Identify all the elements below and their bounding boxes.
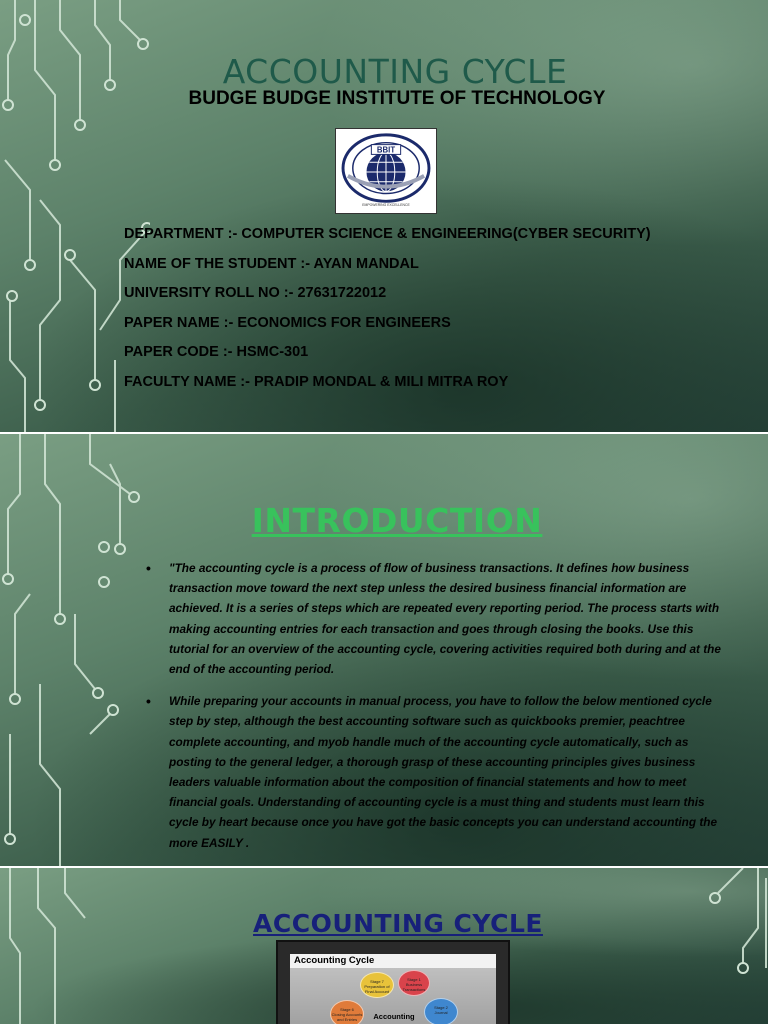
stage-6-circle: Stage 6 Closing Accounts and Entries xyxy=(330,1000,364,1024)
diagram-title: Accounting Cycle xyxy=(290,954,496,968)
logo-tagline: EMPOWERING EXCELLENCE xyxy=(362,203,410,208)
detail-faculty: FACULTY NAME :- PRADIP MONDAL & MILI MITRA ROY xyxy=(124,373,509,390)
accounting-cycle-heading: ACCOUNTING CYCLE xyxy=(253,908,543,938)
title-slide xyxy=(0,0,768,432)
diagram-canvas xyxy=(290,968,496,1024)
detail-paper-code: PAPER CODE :- HSMC-301 xyxy=(124,344,309,360)
list-item xyxy=(146,558,726,679)
detail-roll-no: UNIVERSITY ROLL NO :- 27631722012 xyxy=(124,285,387,301)
circuit-decoration-icon xyxy=(0,868,90,1024)
bullet-icon: • xyxy=(146,560,151,576)
institute-name: BUDGE BUDGE INSTITUTE OF TECHNOLOGY xyxy=(188,88,606,109)
stage-2-circle: Stage 2 Journal xyxy=(424,998,458,1024)
globe-logo-icon xyxy=(336,129,436,213)
detail-student-name: NAME OF THE STUDENT :- AYAN MANDAL xyxy=(124,255,419,272)
circuit-decoration-icon xyxy=(688,868,768,1024)
accounting-cycle-slide xyxy=(0,868,768,1024)
introduction-body xyxy=(146,558,726,865)
stage-1-circle: Stage 1 Business Transactions xyxy=(398,970,430,996)
circuit-decoration-icon xyxy=(0,434,150,866)
accounting-cycle-diagram xyxy=(276,940,510,1024)
bullet-text: While preparing your accounts in manual process, you have to follow the below mentioned cycle step by step, although the best accounting software such as quickbooks premier, peachtree complete accounting, and myob handle much of the accounting cycle automatically, such as posting to the general ledger, a thorough grasp of these accounting principles gives business leaders valuable information about the composition of financial statements and how to meet financial goals. Understanding of accounting cycle is a must thing and students must learn this cycle by heart because once you have got the basic concepts you can understand accounting the more EASILY . xyxy=(169,694,718,850)
introduction-heading: INTRODUCTION xyxy=(251,501,543,541)
detail-paper-name: PAPER NAME :- ECONOMICS FOR ENGINEERS xyxy=(124,314,451,331)
introduction-slide xyxy=(0,434,768,866)
stage-7-circle: Stage 7 Preparation of Final Account xyxy=(360,972,394,998)
detail-department: DEPARTMENT :- COMPUTER SCIENCE & ENGINEERING(CYBER SECURITY) xyxy=(124,226,651,242)
diagram-center-label: Accounting xyxy=(373,1012,415,1021)
institute-logo xyxy=(335,128,437,214)
bullet-icon: • xyxy=(146,693,151,710)
presentation-title: ACCOUNTING CYCLE xyxy=(222,52,568,92)
bullet-text: "The accounting cycle is a process of flow of business transactions. It defines how business transaction move toward the next step unless the desired business financial information are achieved. It is a series of steps which are repeated every reporting period. The process starts with making accounting entries for each transaction and goes through closing the books. Use this tutorial for an overview of the accounting cycle, covering activities required both during and at the end of the accounting period. xyxy=(169,561,721,677)
list-item xyxy=(146,691,726,853)
student-details xyxy=(124,224,744,401)
logo-initials: BBIT xyxy=(376,145,396,155)
